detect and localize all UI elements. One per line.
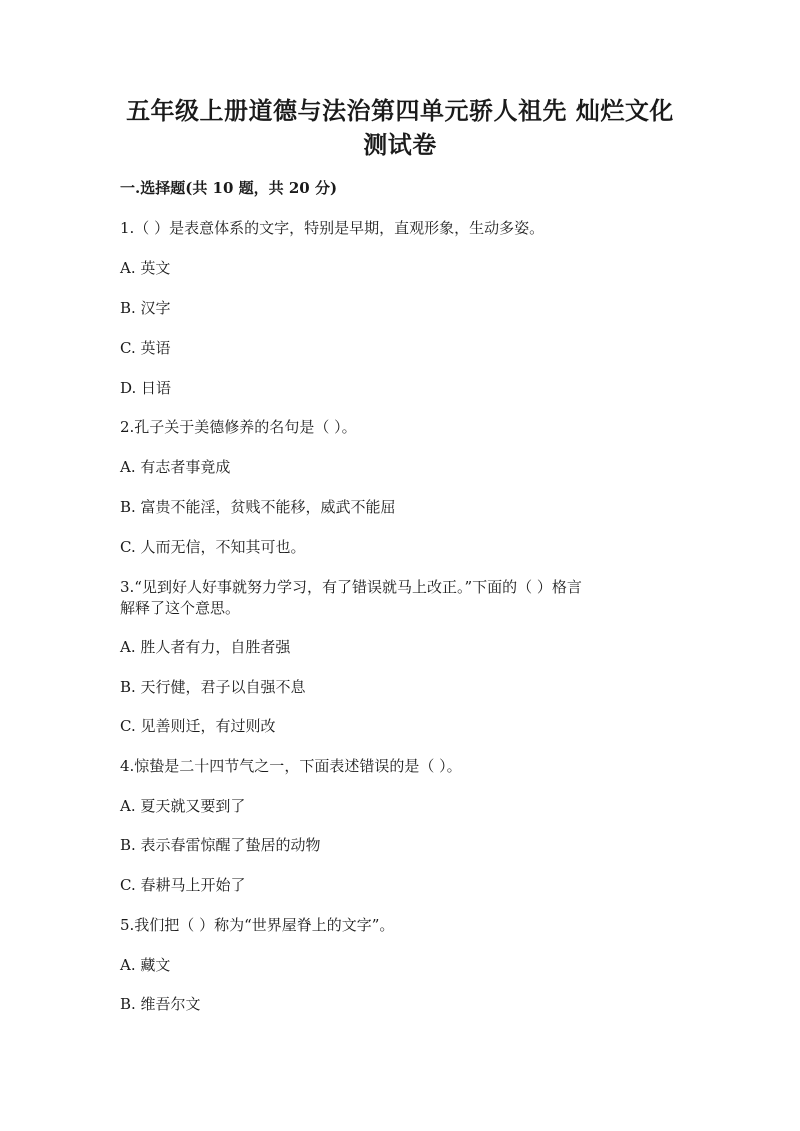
question-4-option-b: B. 表示春雷惊醒了蛰居的动物 [120,836,321,854]
question-2-option-b: B. 富贵不能淫，贫贱不能移，威武不能屈 [120,498,396,516]
question-5-option-b: B. 维吾尔文 [120,995,201,1013]
question-3-stem-line1: 3.“见到好人好事就努力学习，有了错误就马上改正。”下面的（ ）格言 [120,578,582,596]
document-title-line1: 五年级上册道德与法治第四单元骄人祖先 灿烂文化 [126,96,674,125]
question-3-option-b: B. 天行健，君子以自强不息 [120,678,306,696]
question-1-option-c: C. 英语 [120,339,171,357]
question-1-option-a: A. 英文 [120,259,171,277]
question-4-option-a: A. 夏天就又要到了 [120,797,246,815]
question-1-stem: 1.（ ）是表意体系的文字，特别是早期，直观形象，生动多姿。 [120,219,545,237]
question-2-stem: 2.孔子关于美德修养的名句是（ ）。 [120,418,357,436]
question-2-option-c: C. 人而无信，不知其可也。 [120,538,306,556]
question-2-option-a: A. 有志者事竟成 [120,458,231,476]
question-4-stem: 4.惊蛰是二十四节气之一，下面表述错误的是（ ）。 [120,757,462,775]
question-4-option-c: C. 春耕马上开始了 [120,876,246,894]
question-1-option-d: D. 日语 [120,379,172,397]
section-heading: 一.选择题(共 10 题，共 20 分) [120,179,338,197]
document-title-line2: 测试卷 [363,130,437,159]
question-5-stem: 5.我们把（ ）称为“世界屋脊上的文字”。 [120,916,395,934]
question-3-option-c: C. 见善则迁，有过则改 [120,717,276,735]
question-1-option-b: B. 汉字 [120,299,171,317]
question-5-option-a: A. 藏文 [120,956,171,974]
question-3-option-a: A. 胜人者有力，自胜者强 [120,638,291,656]
question-3-stem-line2: 解释了这个意思。 [120,599,241,617]
